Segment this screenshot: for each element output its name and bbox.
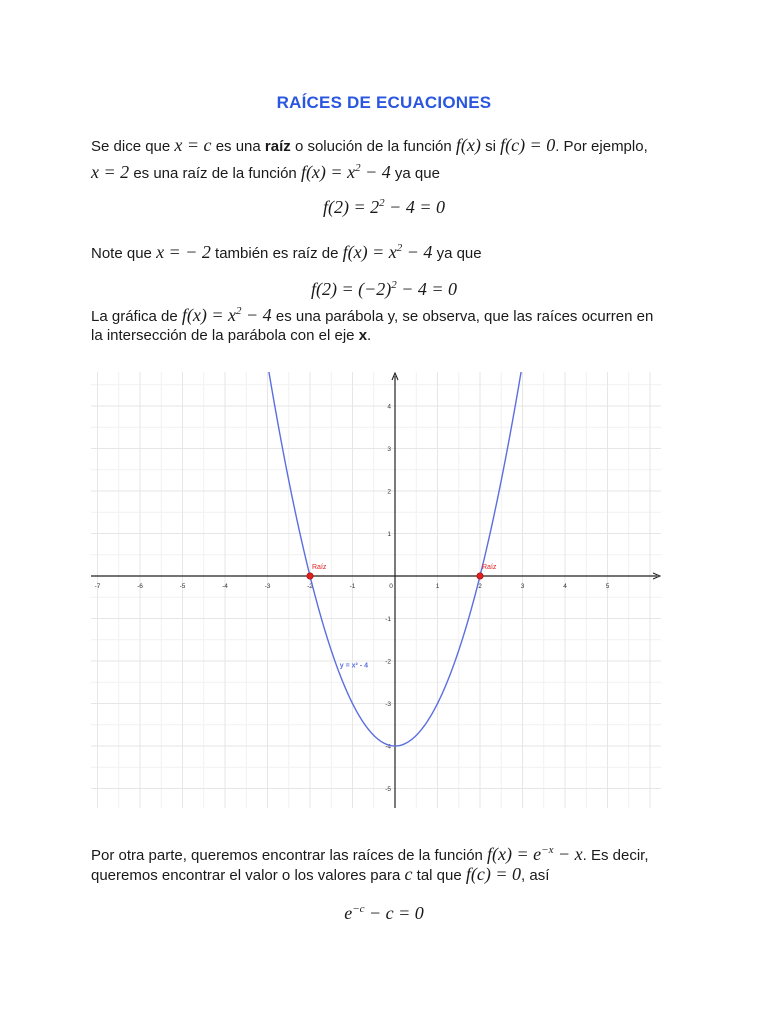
math: c <box>404 864 413 884</box>
text: Note que <box>91 245 152 262</box>
math-part: e <box>344 903 353 923</box>
math <box>311 279 457 299</box>
y-tick-label: 2 <box>387 488 391 496</box>
y-tick-label: -5 <box>385 786 391 793</box>
text: Por otra parte, queremos encontrar las raíces de la función <box>91 847 483 864</box>
graph-description-line-1 <box>91 301 653 327</box>
superscript: 2 <box>355 162 361 174</box>
text: . <box>367 327 372 344</box>
x-tick-label: -1 <box>349 583 356 590</box>
y-tick-label: -2 <box>385 658 391 666</box>
math-part: f(x) = x <box>181 305 237 325</box>
math-part: − c = 0 <box>364 903 424 923</box>
superscript: 2 <box>379 197 385 209</box>
math-part: − x <box>553 844 583 864</box>
math: f(x) <box>455 135 481 155</box>
definition-line-2 <box>91 158 440 184</box>
text: . Por ejemplo, <box>555 138 648 155</box>
x-tick-label: 5 <box>605 583 610 590</box>
math-part: f(x) = x <box>300 162 356 182</box>
superscript: 2 <box>391 279 397 291</box>
parabola-graph <box>91 372 661 808</box>
text: es una <box>215 138 261 155</box>
text: tal que <box>416 867 462 884</box>
x-tick-label: -2 <box>307 583 313 590</box>
math <box>343 242 433 262</box>
math: x = 2 <box>91 162 130 182</box>
superscript: 2 <box>396 242 403 254</box>
math-part: − 4 <box>402 242 433 262</box>
math-part: − 4 <box>360 162 391 182</box>
root-point <box>477 573 483 579</box>
curve-label: y = x² - 4 <box>339 662 368 670</box>
text: La gráfica de <box>91 308 178 325</box>
text: Se dice que <box>91 138 171 155</box>
graph-description-line-2 <box>91 326 371 346</box>
y-tick-label: 1 <box>387 531 391 538</box>
note-line <box>91 238 482 264</box>
y-tick-label: 4 <box>387 403 391 411</box>
text: la intersección de la parábola con el eje <box>91 327 355 344</box>
x-tick-label: -5 <box>179 583 186 590</box>
math-part: f(x) = e <box>487 844 542 864</box>
equation-3 <box>0 903 768 925</box>
definition-line-1 <box>91 135 648 157</box>
x-tick-label: 2 <box>478 583 482 590</box>
math <box>182 305 272 325</box>
x-tick-label: -7 <box>94 583 101 590</box>
bold-term: raíz <box>264 138 291 155</box>
math-part: − 4 <box>241 305 272 325</box>
math: x = c <box>174 135 212 155</box>
math: f(c) = 0 <box>465 864 522 884</box>
superscript: −c <box>352 903 365 915</box>
page-title: RAÍCES DE ECUACIONES <box>276 93 492 112</box>
superscript: −x <box>541 844 554 856</box>
x-tick-label: -4 <box>222 583 228 590</box>
text: queremos encontrar el valor o los valores para <box>91 867 401 884</box>
text: ya que <box>394 165 440 182</box>
y-tick-label: -4 <box>385 743 391 751</box>
minor-grid <box>91 372 661 808</box>
root-label: Raíz <box>312 564 327 571</box>
major-grid <box>91 372 661 808</box>
text: es una parábola y, se observa, que las raíces ocurren en <box>275 308 654 325</box>
math-part: − 4 = 0 <box>396 279 458 299</box>
y-tick-label: -3 <box>385 701 391 708</box>
root-label: Raíz <box>482 564 497 571</box>
math-part: f(2) = 2 <box>323 197 380 217</box>
x-tick-label: 4 <box>563 583 567 590</box>
x-tick-label: 1 <box>435 583 440 590</box>
math <box>487 844 583 864</box>
equation-1 <box>0 197 768 219</box>
x-tick-label: 0 <box>389 583 393 590</box>
math <box>344 903 424 923</box>
text: o solución de la función <box>294 138 452 155</box>
math: x = − 2 <box>156 242 211 262</box>
y-tick-label: -1 <box>385 616 391 623</box>
text: si <box>485 138 496 155</box>
math: f(c) = 0 <box>500 135 556 155</box>
math-part: f(2) = (−2) <box>310 279 392 299</box>
math-part: f(x) = x <box>342 242 397 262</box>
root-points <box>307 564 497 579</box>
x-tick-label: -3 <box>264 583 271 590</box>
root-point <box>307 573 313 579</box>
math <box>301 162 391 182</box>
text: . Es decir, <box>582 847 649 864</box>
x-tick-label: -6 <box>137 583 143 590</box>
bold-term: x <box>358 327 368 344</box>
text: , así <box>521 867 550 884</box>
text: es una raíz de la función <box>133 165 297 182</box>
math-part: − 4 = 0 <box>384 197 445 217</box>
superscript: 2 <box>236 305 242 317</box>
equation-2 <box>0 279 768 301</box>
second-function-line-1 <box>91 840 648 866</box>
x-tick-label: 3 <box>520 583 525 590</box>
math <box>323 197 445 217</box>
y-tick-label: 3 <box>387 446 391 453</box>
text: ya que <box>436 245 482 262</box>
axes <box>91 373 660 808</box>
second-function-line-2 <box>91 864 549 886</box>
text: también es raíz de <box>215 245 339 262</box>
